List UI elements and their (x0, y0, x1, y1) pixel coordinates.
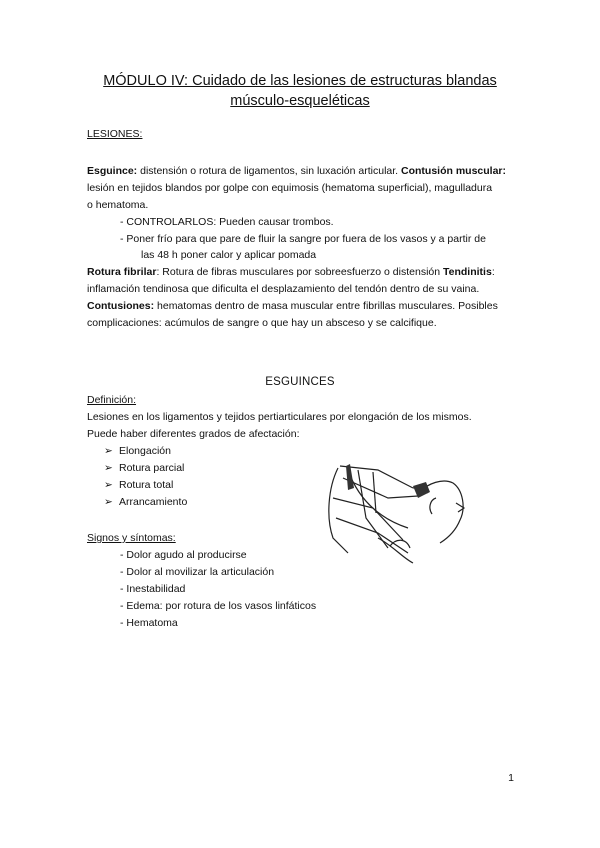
list-item: ➢ Rotura parcial (104, 462, 185, 474)
esguinces-heading: ESGUINCES (265, 376, 335, 388)
list-item: ➢ Rotura total (104, 479, 174, 491)
definicion-line-1: Lesiones en los ligamentos y tejidos pertiarticulares por elongación de los mismos. (87, 411, 472, 423)
arrow-bullet-icon: ➢ (104, 462, 113, 474)
rotura-term: Rotura fibrilar (87, 266, 157, 278)
definicion-heading: Definición: (87, 394, 137, 406)
ankle-sprain-illustration (318, 458, 468, 568)
list-item: - Hematoma (120, 617, 178, 629)
contusion-line-1: lesión en tejidos blandos por golpe con equimosis (hematoma superficial), magulladura (87, 182, 493, 194)
tendinitis-term: Tendinitis (443, 266, 492, 278)
tendinitis-line: inflamación tendinosa que dificulta el desplazamiento del tendón dentro de su vaina. (87, 283, 480, 295)
arrow-bullet-icon: ➢ (104, 445, 113, 457)
list-item: ➢ Elongación (104, 445, 171, 457)
contusion-line-2: o hematoma. (87, 199, 149, 211)
signos-heading: Signos y síntomas: (87, 532, 176, 544)
lesiones-heading: LESIONES: (87, 128, 143, 140)
list-item: - Edema: por rotura de los vasos linfáticos (120, 600, 317, 612)
list-item: - Dolor agudo al producirse (120, 549, 247, 561)
arrow-bullet-icon: ➢ (104, 479, 113, 491)
list-item: ➢ Arrancamiento (104, 496, 188, 508)
definicion-line-2: Puede haber diferentes grados de afectación: (87, 428, 300, 440)
title-line-1: MÓDULO IV: Cuidado de las lesiones de estructuras blandas (103, 73, 497, 89)
arrow-bullet-icon: ➢ (104, 496, 113, 508)
rotura-paragraph: Rotura fibrilar: Rotura de fibras musculares por sobreesfuerzo o distensión Tendinitis: (87, 266, 495, 278)
contusiones-paragraph: Contusiones: hematomas dentro de masa muscular entre fibrillas musculares. Posibles (87, 300, 498, 312)
contusion-term: Contusión muscular: (401, 165, 507, 177)
sub-item-frio-cont: las 48 h poner calor y aplicar pomada (141, 249, 317, 261)
title-line-2: músculo-esqueléticas (230, 93, 370, 109)
sub-item-controlarlos: - CONTROLARLOS: Pueden causar trombos. (120, 216, 334, 228)
esguince-paragraph: Esguince: distensión o rotura de ligamentos, sin luxación articular. Contusión muscular: (87, 165, 507, 177)
esguince-term: Esguince: (87, 165, 138, 177)
contusiones-term: Contusiones: (87, 300, 155, 312)
page-number: 1 (508, 772, 514, 784)
contusiones-line-2: complicaciones: acúmulos de sangre o que hay un absceso y se calcifique. (87, 317, 437, 329)
list-item: - Dolor al movilizar la articulación (120, 566, 275, 578)
list-item: - Inestabilidad (120, 583, 186, 595)
sub-item-frio: - Poner frío para que pare de fluir la sangre por fuera de los vasos y a partir de (120, 233, 486, 245)
